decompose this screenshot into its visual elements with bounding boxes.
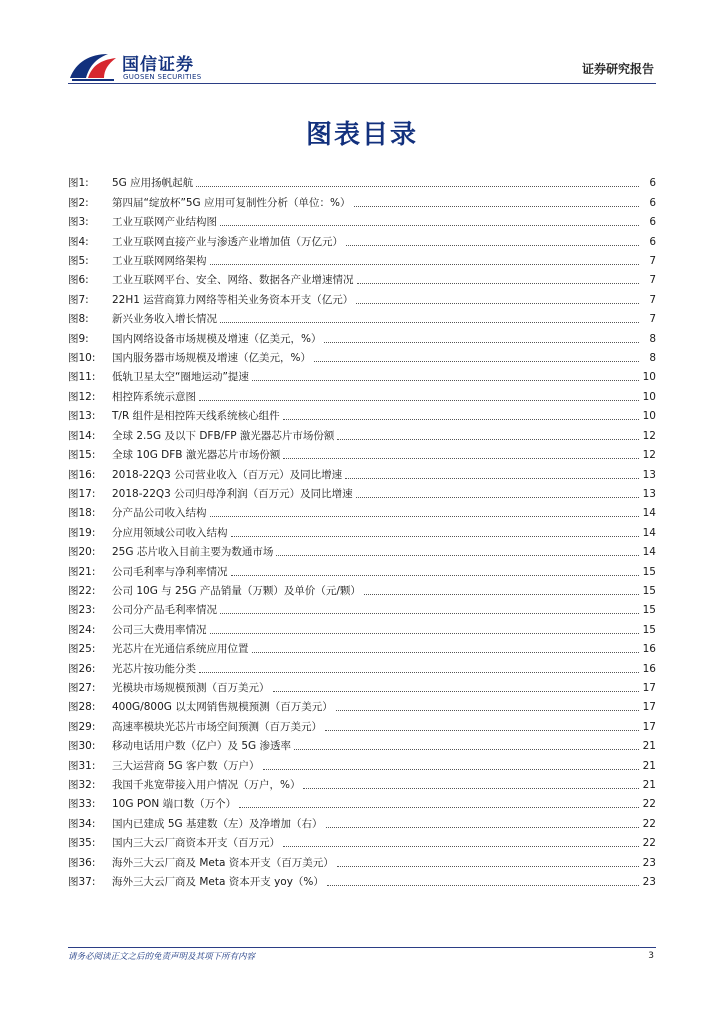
toc-entry-title: 全球 2.5G 及以下 DFB/FP 激光器芯片市场份额 — [112, 429, 335, 442]
toc-entry-label: 图19: — [68, 526, 96, 539]
toc-entry-label: 图22: — [68, 584, 96, 597]
toc-dot-leader — [325, 730, 639, 731]
toc-entry-title: 2018-22Q3 公司营业收入（百万元）及同比增速 — [112, 468, 343, 481]
toc-entry-title: 海外三大云厂商及 Meta 资本开支（百万美元） — [112, 856, 334, 869]
toc-entry-title: 移动电话用户数（亿户）及 5G 渗透率 — [112, 740, 291, 753]
toc-entry-label: 图1: — [68, 177, 89, 190]
toc-entry-label: 图36: — [68, 856, 96, 869]
toc-entry[interactable] — [68, 870, 656, 889]
toc-entry[interactable] — [68, 695, 656, 714]
toc-entry-title: 5G 应用扬帆起航 — [112, 177, 194, 190]
toc-entry-page: 10 — [642, 371, 656, 384]
toc-dot-leader — [273, 691, 640, 692]
toc-entry-page: 21 — [642, 740, 656, 753]
figure-table-of-contents — [68, 171, 656, 889]
toc-entry[interactable] — [68, 811, 656, 830]
toc-dot-leader — [231, 575, 640, 576]
toc-dot-leader — [283, 846, 639, 847]
toc-entry-page: 23 — [642, 876, 656, 889]
toc-entry-page: 8 — [649, 352, 656, 365]
report-type-label: 证券研究报告 — [581, 62, 654, 76]
toc-entry[interactable] — [68, 443, 656, 462]
toc-entry-title: 国内网络设备市场规模及增速（亿美元，%） — [112, 332, 322, 345]
toc-entry-page: 8 — [649, 332, 656, 345]
toc-entry-title: 我国千兆宽带接入用户情况（万户，%） — [112, 779, 301, 791]
toc-entry-label: 图13: — [68, 410, 96, 423]
brand-name-en: GUOSEN SECURITIES — [123, 73, 202, 81]
toc-entry-label: 图12: — [68, 390, 96, 403]
toc-entry[interactable] — [68, 249, 656, 268]
toc-entry[interactable] — [68, 307, 656, 326]
toc-entry-title: 工业互联网网络架构 — [112, 255, 207, 268]
toc-entry-label: 图33: — [68, 798, 96, 811]
toc-entry-page: 10 — [642, 410, 656, 423]
toc-entry-page: 15 — [642, 584, 656, 597]
toc-entry-page: 14 — [642, 546, 656, 559]
toc-entry-label: 图29: — [68, 720, 96, 733]
toc-dot-leader — [357, 283, 640, 284]
toc-entry-title: 400G/800G 以太网销售规模预测（百万美元） — [112, 701, 333, 714]
toc-entry-label: 图14: — [68, 429, 96, 442]
toc-entry-title: 国内已建成 5G 基建数（左）及净增加（右） — [112, 817, 323, 830]
toc-entry[interactable] — [68, 210, 656, 229]
toc-entry-page: 13 — [642, 487, 656, 500]
toc-entry-label: 图30: — [68, 740, 96, 753]
toc-entry-label: 图6: — [68, 274, 89, 287]
toc-dot-leader — [220, 613, 639, 614]
toc-entry-title: 公司 10G 与 25G 产品销量（万颗）及单价（元/颗） — [112, 584, 361, 597]
toc-entry[interactable] — [68, 384, 656, 403]
toc-entry-label: 图26: — [68, 662, 96, 675]
toc-dot-leader — [337, 439, 639, 440]
toc-entry-page: 17 — [642, 701, 656, 714]
page-number: 3 — [648, 951, 654, 961]
toc-entry-label: 图25: — [68, 643, 96, 656]
toc-entry-page: 21 — [642, 779, 656, 791]
toc-entry-title: 工业互联网产业结构图 — [112, 216, 217, 229]
toc-entry-page: 12 — [642, 449, 656, 462]
toc-entry-title: T/R 组件是相控阵天线系统核心组件 — [112, 410, 280, 423]
toc-entry-label: 图17: — [68, 487, 96, 500]
toc-entry-page: 6 — [649, 177, 656, 190]
toc-dot-leader — [252, 652, 640, 653]
toc-entry-label: 图31: — [68, 759, 96, 772]
toc-entry-page: 22 — [642, 817, 656, 830]
toc-entry-label: 图24: — [68, 623, 96, 636]
toc-entry-label: 图8: — [68, 313, 89, 326]
toc-entry-page: 17 — [642, 681, 656, 694]
toc-entry[interactable] — [68, 579, 656, 598]
toc-entry-title: 全球 10G DFB 激光器芯片市场份额 — [112, 449, 281, 462]
toc-entry-label: 图15: — [68, 449, 96, 462]
toc-entry-title: 22H1 运营商算力网络等相关业务资本开支（亿元） — [112, 293, 354, 306]
toc-entry-page: 22 — [642, 798, 656, 811]
toc-entry[interactable] — [68, 656, 656, 675]
toc-entry-label: 图27: — [68, 681, 96, 694]
toc-dot-leader — [199, 672, 639, 673]
toc-entry[interactable] — [68, 268, 656, 287]
toc-entry[interactable] — [68, 831, 656, 850]
toc-entry-page: 12 — [642, 429, 656, 442]
toc-entry-title: 国内三大云厂商资本开支（百万元） — [112, 837, 280, 850]
toc-entry[interactable] — [68, 462, 656, 481]
toc-dot-leader — [364, 594, 639, 595]
toc-entry-label: 图23: — [68, 604, 96, 617]
toc-entry-page: 7 — [649, 274, 656, 287]
toc-dot-leader — [231, 536, 640, 537]
toc-entry-label: 图9: — [68, 332, 89, 345]
toc-entry[interactable] — [68, 229, 656, 248]
toc-entry-page: 6 — [649, 216, 656, 229]
toc-entry-page: 14 — [642, 526, 656, 539]
toc-entry-page: 17 — [642, 720, 656, 733]
toc-entry-label: 图35: — [68, 837, 96, 850]
toc-entry-label: 图3: — [68, 216, 89, 229]
footer-divider — [68, 947, 656, 948]
toc-entry[interactable] — [68, 637, 656, 656]
toc-entry-label: 图5: — [68, 255, 89, 268]
toc-entry-title: 低轨卫星太空“圈地运动”提速 — [112, 371, 249, 384]
toc-dot-leader — [220, 322, 639, 323]
toc-dot-leader — [314, 361, 639, 362]
toc-entry-title: 国内服务器市场规模及增速（亿美元，%） — [112, 352, 311, 365]
toc-entry[interactable] — [68, 676, 656, 695]
toc-entry[interactable] — [68, 501, 656, 520]
toc-dot-leader — [326, 827, 640, 828]
page-title: 图表目录 — [305, 120, 418, 150]
toc-entry-label: 图37: — [68, 876, 96, 889]
footer-disclaimer: 请务必阅读正文之后的免责声明及其项下所有内容 — [68, 952, 256, 962]
toc-entry-title: 2018-22Q3 公司归母净利润（百万元）及同比增速 — [112, 487, 353, 500]
toc-dot-leader — [324, 342, 639, 343]
toc-entry-label: 图28: — [68, 701, 96, 714]
toc-dot-leader — [336, 710, 639, 711]
toc-dot-leader — [239, 807, 639, 808]
toc-entry-title: 公司毛利率与净利率情况 — [112, 565, 228, 578]
toc-entry-page: 6 — [649, 235, 656, 248]
toc-entry[interactable] — [68, 850, 656, 869]
toc-entry-title: 相控阵系统示意图 — [112, 390, 196, 403]
toc-entry-page: 14 — [642, 507, 656, 520]
toc-dot-leader — [210, 516, 640, 517]
toc-entry-label: 图21: — [68, 565, 96, 578]
toc-entry[interactable] — [68, 287, 656, 306]
toc-entry[interactable] — [68, 171, 656, 190]
toc-entry-title: 公司分产品毛利率情况 — [112, 604, 217, 617]
toc-dot-leader — [337, 866, 639, 867]
toc-entry-page: 7 — [649, 255, 656, 268]
toc-entry[interactable] — [68, 326, 656, 345]
toc-entry-title: 工业互联网直接产业与渗透产业增加值（万亿元） — [112, 235, 343, 248]
toc-entry-page: 10 — [642, 390, 656, 403]
toc-entry-page: 21 — [642, 759, 656, 772]
toc-entry-label: 图10: — [68, 352, 96, 365]
toc-entry[interactable] — [68, 520, 656, 539]
toc-entry-title: 光芯片在光通信系统应用位置 — [112, 643, 249, 656]
toc-entry-title: 第四届“绽放杯”5G 应用可复制性分析（单位：%） — [112, 196, 351, 209]
toc-entry-page: 15 — [642, 604, 656, 617]
toc-entry[interactable] — [68, 598, 656, 617]
toc-entry[interactable] — [68, 482, 656, 501]
toc-entry[interactable] — [68, 734, 656, 753]
toc-entry-title: 分产品公司收入结构 — [112, 507, 207, 520]
toc-entry-page: 15 — [642, 623, 656, 636]
toc-entry-title: 海外三大云厂商及 Meta 资本开支 yoy（%） — [112, 876, 324, 889]
toc-entry[interactable] — [68, 753, 656, 772]
toc-dot-leader — [210, 633, 640, 634]
toc-entry[interactable] — [68, 617, 656, 636]
toc-dot-leader — [252, 380, 639, 381]
toc-entry-title: 25G 芯片收入目前主要为数通市场 — [112, 546, 274, 559]
toc-entry-page: 6 — [649, 196, 656, 209]
toc-entry-label: 图20: — [68, 546, 96, 559]
toc-dot-leader — [199, 400, 639, 401]
toc-dot-leader — [220, 225, 639, 226]
toc-entry[interactable] — [68, 773, 656, 792]
toc-dot-leader — [303, 788, 639, 789]
toc-entry-title: 光模块市场规模预测（百万美元） — [112, 681, 270, 694]
toc-entry-page: 15 — [642, 565, 656, 578]
toc-dot-leader — [356, 303, 639, 304]
toc-entry-page: 13 — [642, 468, 656, 481]
toc-entry[interactable] — [68, 423, 656, 442]
toc-dot-leader — [345, 478, 639, 479]
toc-entry[interactable] — [68, 540, 656, 559]
toc-dot-leader — [210, 264, 640, 265]
toc-entry-page: 22 — [642, 837, 656, 850]
toc-dot-leader — [196, 186, 639, 187]
toc-entry-page: 16 — [642, 662, 656, 675]
toc-entry-label: 图16: — [68, 468, 96, 481]
toc-entry[interactable] — [68, 190, 656, 209]
toc-entry-title: 光芯片按功能分类 — [112, 662, 196, 675]
toc-dot-leader — [276, 555, 639, 556]
toc-entry[interactable] — [68, 404, 656, 423]
toc-entry-label: 图32: — [68, 779, 96, 791]
guosen-emblem-icon — [68, 48, 118, 82]
toc-entry-page: 23 — [642, 856, 656, 869]
toc-entry-page: 7 — [649, 293, 656, 306]
toc-entry[interactable] — [68, 714, 656, 733]
toc-entry-title: 分应用领域公司收入结构 — [112, 526, 228, 539]
toc-entry[interactable] — [68, 365, 656, 384]
toc-entry-title: 10G PON 端口数（万个） — [112, 798, 237, 811]
toc-entry-label: 图2: — [68, 196, 89, 209]
toc-entry-label: 图11: — [68, 371, 96, 384]
header-divider — [68, 83, 656, 84]
guosen-logo — [68, 46, 238, 86]
toc-entry-title: 高速率模块光芯片市场空间预测（百万美元） — [112, 720, 322, 733]
toc-dot-leader — [283, 419, 639, 420]
toc-entry-label: 图34: — [68, 817, 96, 830]
toc-dot-leader — [283, 458, 639, 459]
toc-dot-leader — [356, 497, 639, 498]
toc-entry-label: 图18: — [68, 507, 96, 520]
toc-entry-title: 新兴业务收入增长情况 — [112, 313, 217, 326]
toc-dot-leader — [263, 769, 640, 770]
toc-entry-title: 工业互联网平台、安全、网络、数据各产业增速情况 — [112, 274, 354, 287]
toc-dot-leader — [346, 245, 639, 246]
toc-entry-page: 7 — [649, 313, 656, 326]
page-header — [0, 0, 724, 86]
toc-dot-leader — [354, 206, 639, 207]
toc-entry[interactable] — [68, 346, 656, 365]
toc-entry-label: 图7: — [68, 293, 89, 306]
toc-entry-page: 16 — [642, 643, 656, 656]
brand-name-cn: 国信证券 — [122, 55, 194, 75]
toc-entry[interactable] — [68, 559, 656, 578]
toc-dot-leader — [294, 749, 639, 750]
toc-entry-label: 图4: — [68, 235, 89, 248]
toc-dot-leader — [327, 885, 639, 886]
toc-entry-title: 三大运营商 5G 客户数（万户） — [112, 759, 260, 772]
toc-entry[interactable] — [68, 792, 656, 811]
toc-entry-title: 公司三大费用率情况 — [112, 623, 207, 636]
